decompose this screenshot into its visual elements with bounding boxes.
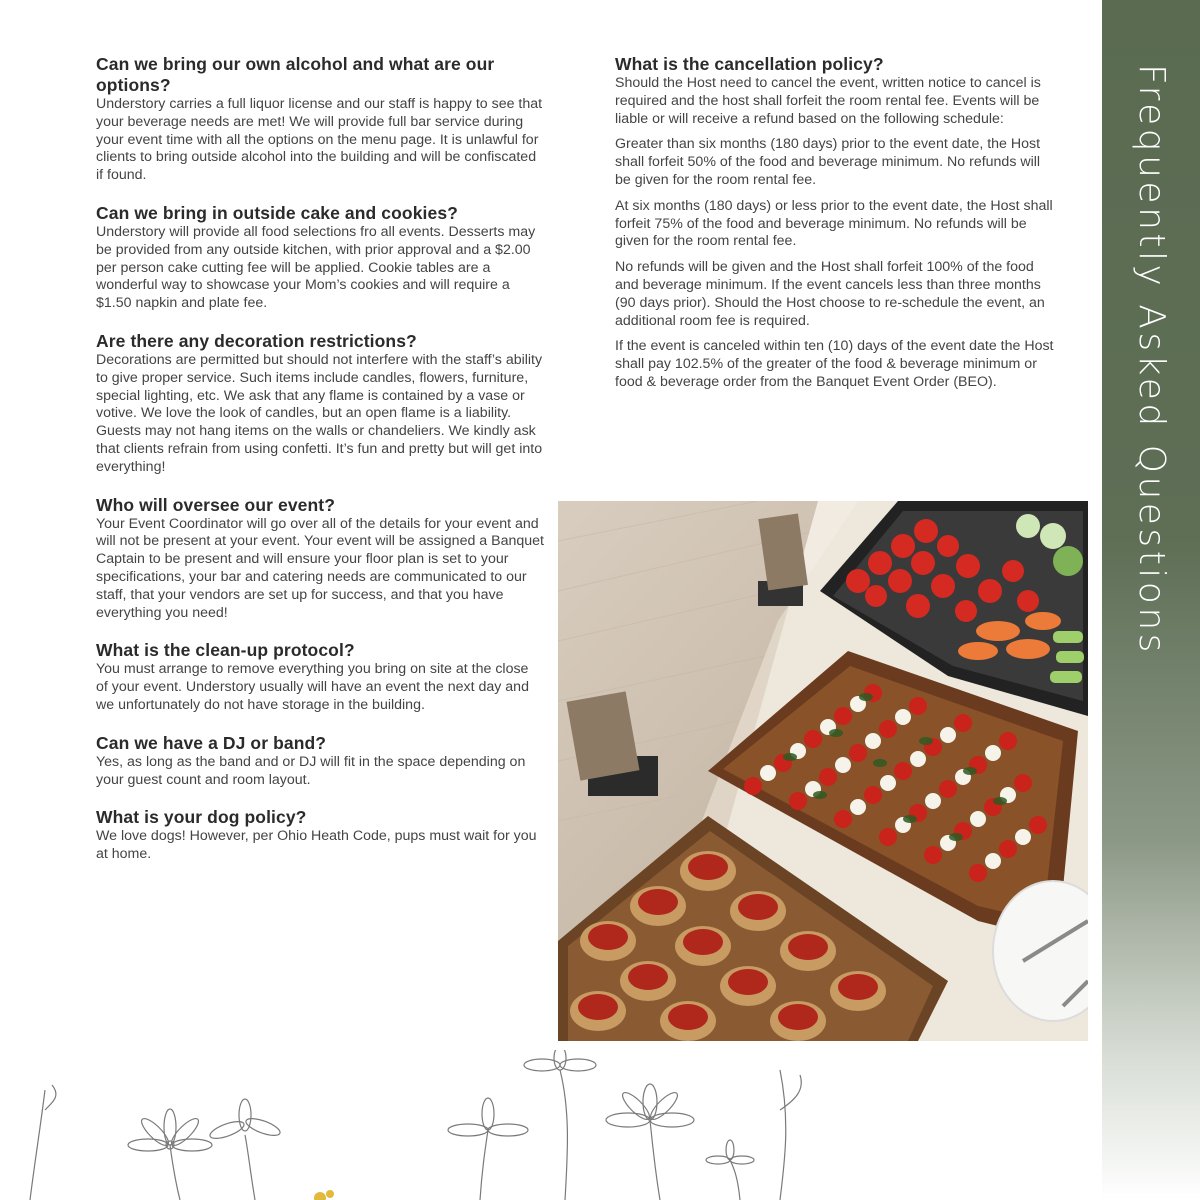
- cancellation-paragraph: Greater than six months (180 days) prior to the event date, the Host shall forfeit 50% of the food and beverage minimum. No refunds will be given for the room rental fee.: [615, 136, 1041, 188]
- faq-alcohol: [96, 54, 544, 185]
- faq-question: Can we bring in outside cake and cookies?: [96, 202, 458, 223]
- cancellation-paragraph: If the event is canceled within ten (10) days of the event date the Host shall pay 102.5% of the greater of the food & beverage minimum or food & beverage order from the Banquet Event Order (BEO).: [615, 338, 1054, 390]
- faq-oversee: [96, 495, 544, 623]
- faq-answer: Yes, as long as the band and or DJ will fit in the space depending on your guest count and room layout.: [96, 753, 526, 788]
- faq-question: Are there any decoration restrictions?: [96, 330, 417, 351]
- cancellation-paragraph: No refunds will be given and the Host shall forfeit 100% of the food and beverage minimum. If the event cancels less than three months (90 days prior). Should the Host choose to re-schedule the event, an additional room fee is required.: [615, 259, 1045, 329]
- catering-photo: [558, 501, 1088, 1041]
- faq-decoration: [96, 331, 544, 477]
- faq-answer: Understory carries a full liquor license and our staff is happy to see that your beverage needs are met! We will provide full bar service during your event time with all the options on the menu page. It is unlawful for clients to bring outside alcohol into the building and will be confiscated if found.: [96, 96, 543, 184]
- cancellation-policy: [615, 54, 1055, 410]
- faq-answer: Understory will provide all food selections fro all events. Desserts may be provided from any outside kitchen, with prior approval and a $2.00 per person cake cutting fee will be applied. Cookie tables are a wonderful way to showcase your Mom’s cookies and will require a $1.50 napkin and plate fee.: [96, 223, 536, 312]
- floral-illustration: [0, 1050, 1100, 1200]
- faq-cake-cookies: [96, 203, 544, 313]
- faq-cleanup: [96, 640, 544, 714]
- faq-answer: We love dogs! However, per Ohio Heath Code, pups must wait for you at home.: [96, 828, 537, 863]
- faq-answer: You must arrange to remove everything you bring on site at the close of your event. Understory usually will have an event the next day and we unfortunately do not have storage in the building.: [96, 661, 529, 713]
- faq-dj-band: [96, 733, 544, 790]
- faq-question: Who will oversee our event?: [96, 494, 336, 515]
- sidebar-title: Frequently Asked Questions: [1131, 64, 1172, 656]
- faq-question: What is your dog policy?: [96, 807, 307, 828]
- catering-photo-illustration: [558, 501, 1088, 1041]
- cancellation-paragraph: Should the Host need to cancel the event, written notice to cancel is required and the host shall forfeit the room rental fee. Events will be liable or will receive a refund based on the following schedule:: [615, 75, 1041, 127]
- cancellation-paragraph: At six months (180 days) or less prior to the event date, the Host shall forfeit 75% of the food and beverage minimum. No refunds will be given for the room rental fee.: [615, 197, 1053, 250]
- faq-question: Can we bring our own alcohol and what are our options?: [96, 54, 495, 95]
- faq-dog-policy: [96, 807, 544, 864]
- faq-question: Can we have a DJ or band?: [96, 732, 327, 753]
- faq-question: What is the clean-up protocol?: [96, 640, 355, 661]
- faq-answer: Your Event Coordinator will go over all of the details for your event and will not be present at your event. Your event will be assigned a Banquet Captain to be present and will ensure your floor plan is set to your specifications, your bar and catering needs are communicated to our staff, that your vendors are set up for success, and that you have everything you need!: [96, 515, 544, 621]
- faq-answer: Decorations are permitted but should not interfere with the staff’s ability to give proper service. Such items include candles, flowers, furniture, special lighting, etc. We ask that any flame is contained by a vase or votive. We love the look of candles, but an open flame is a liability. Guests may not hang items on the walls or chandeliers. We kindly ask that clients refrain from using confetti. It’s fun and pretty but will get into everything!: [96, 351, 543, 475]
- faq-cancellation: [615, 54, 1055, 392]
- left-faq-column: [96, 54, 544, 882]
- faq-question: What is the cancellation policy?: [615, 54, 884, 74]
